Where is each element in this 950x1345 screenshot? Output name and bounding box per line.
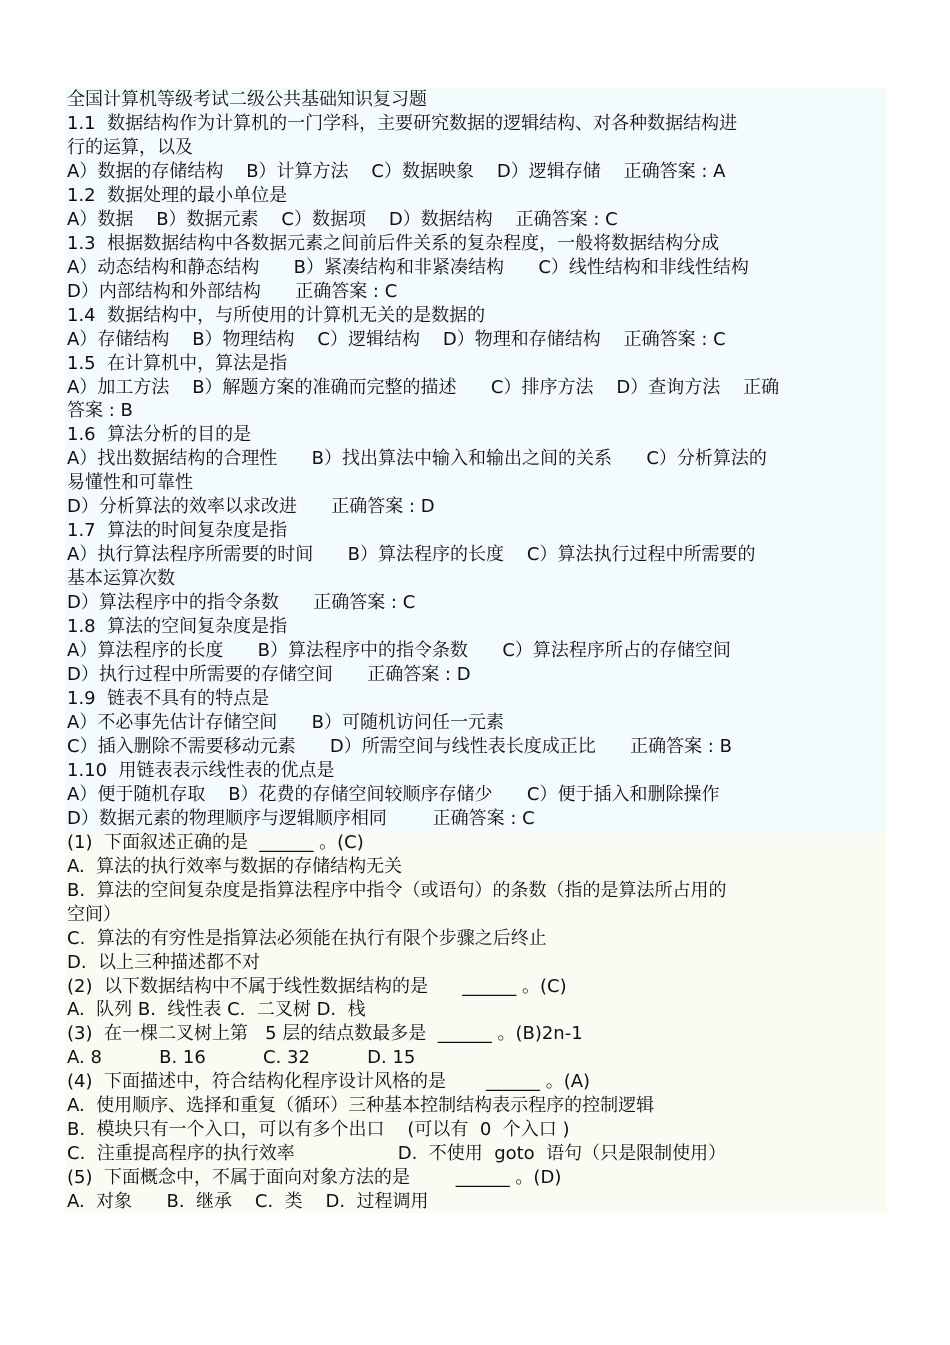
text-line: 答案 : B — [67, 400, 133, 422]
text-line: (1) 下面叙述正确的是 ______ 。(C) — [67, 831, 364, 853]
text-line: D. 以上三种描述都不对 — [67, 951, 261, 973]
text-line: A）动态结构和静态结构 B）紧凑结构和非紧凑结构 C）线性结构和非线性结构 — [67, 256, 749, 278]
text-line: (4) 下面描述中，符合结构化程序设计风格的是 ______ 。(A) — [67, 1071, 591, 1093]
text-line: A）不必事先估计存储空间 B）可随机访问任一元素 — [67, 711, 504, 733]
text-line: B. 算法的空间复杂度是指算法程序中指令（或语句）的条数（指的是算法所占用的 — [67, 879, 727, 901]
text-line: 1.8 算法的空间复杂度是指 — [67, 616, 288, 638]
text-line: 1.4 数据结构中，与所使用的计算机无关的是数据的 — [67, 304, 486, 326]
text-line: A）数据的存储结构 B）计算方法 C）数据映象 D）逻辑存储 正确答案 : A — [67, 160, 726, 182]
text-line: (3) 在一棵二叉树上第 5 层的结点数最多是 ______ 。(B)2n-1 — [67, 1023, 583, 1045]
text-line: 基本运算次数 — [67, 568, 175, 590]
text-line: 1.5 在计算机中，算法是指 — [67, 352, 288, 374]
text-line: A）加工方法 B）解题方案的准确而完整的描述 C）排序方法 D）查询方法 正确 — [67, 376, 780, 398]
text-line: A. 使用顺序、选择和重复（循环）三种基本控制结构表示程序的控制逻辑 — [67, 1095, 655, 1117]
text-line: C. 算法的有穷性是指算法必须能在执行有限个步骤之后终止 — [67, 927, 547, 949]
text-line: 1.10 用链表表示线性表的优点是 — [67, 759, 335, 781]
text-line: 1.2 数据处理的最小单位是 — [67, 184, 288, 206]
text-line: D）内部结构和外部结构 正确答案 : C — [67, 280, 398, 302]
text-line: A）找出数据结构的合理性 B）找出算法中输入和输出之间的关系 C）分析算法的 — [67, 448, 767, 470]
text-line: 行的运算，以及 — [67, 136, 193, 158]
text-line: A）数据 B）数据元素 C）数据项 D）数据结构 正确答案 : C — [67, 208, 618, 230]
text-line: (2) 以下数据结构中不属于线性数据结构的是 ______ 。(C) — [67, 975, 567, 997]
text-line: 1.3 根据数据结构中各数据元素之间前后件关系的复杂程度，一般将数据结构分成 — [67, 232, 720, 254]
text-line: D）执行过程中所需要的存储空间 正确答案 : D — [67, 664, 471, 686]
text-line: A）便于随机存取 B）花费的存储空间较顺序存储少 C）便于插入和删除操作 — [67, 783, 720, 805]
text-line: 1.6 算法分析的目的是 — [67, 424, 252, 446]
text-line: B. 模块只有一个入口，可以有多个出口 (可以有 0 个入口 ) — [67, 1119, 570, 1141]
text-line: A）存储结构 B）物理结构 C）逻辑结构 D）物理和存储结构 正确答案 : C — [67, 328, 726, 350]
text-line: 全国计算机等级考试二级公共基础知识复习题 — [67, 89, 427, 110]
text-line: D）分析算法的效率以求改进 正确答案 : D — [67, 496, 435, 518]
text-line: D）算法程序中的指令条数 正确答案 : C — [67, 592, 416, 614]
text-line: C）插入删除不需要移动元素 D）所需空间与线性表长度成正比 正确答案 : B — [67, 735, 732, 757]
text-line: 空间） — [67, 903, 121, 925]
text-line: A）执行算法程序所需要的时间 B）算法程序的长度 C）算法执行过程中所需要的 — [67, 544, 756, 566]
text-line: 易懂性和可靠性 — [67, 472, 193, 494]
text-line: (5) 下面概念中，不属于面向对象方法的是 ______ 。(D) — [67, 1167, 562, 1189]
text-line: A. 8 B. 16 C. 32 D. 15 — [67, 1047, 416, 1069]
text-line: 1.1 数据结构作为计算机的一门学科，主要研究数据的逻辑结构、对各种数据结构进 — [67, 112, 738, 134]
text-line: C. 注重提高程序的执行效率 D. 不使用 goto 语句（只是限制使用） — [67, 1143, 727, 1165]
text-line: 1.9 链表不具有的特点是 — [67, 688, 270, 709]
text-line: A. 队列 B. 线性表 C. 二叉树 D. 栈 — [67, 999, 366, 1021]
text-line: D）数据元素的物理顺序与逻辑顺序相同 正确答案 : C — [67, 807, 535, 829]
text-line: A. 算法的执行效率与数据的存储结构无关 — [67, 855, 403, 877]
text-line: A）算法程序的长度 B）算法程序中的指令条数 C）算法程序所占的存储空间 — [67, 640, 731, 662]
text-line: A. 对象 B. 继承 C. 类 D. 过程调用 — [67, 1191, 429, 1213]
text-line: 1.7 算法的时间复杂度是指 — [67, 520, 288, 542]
